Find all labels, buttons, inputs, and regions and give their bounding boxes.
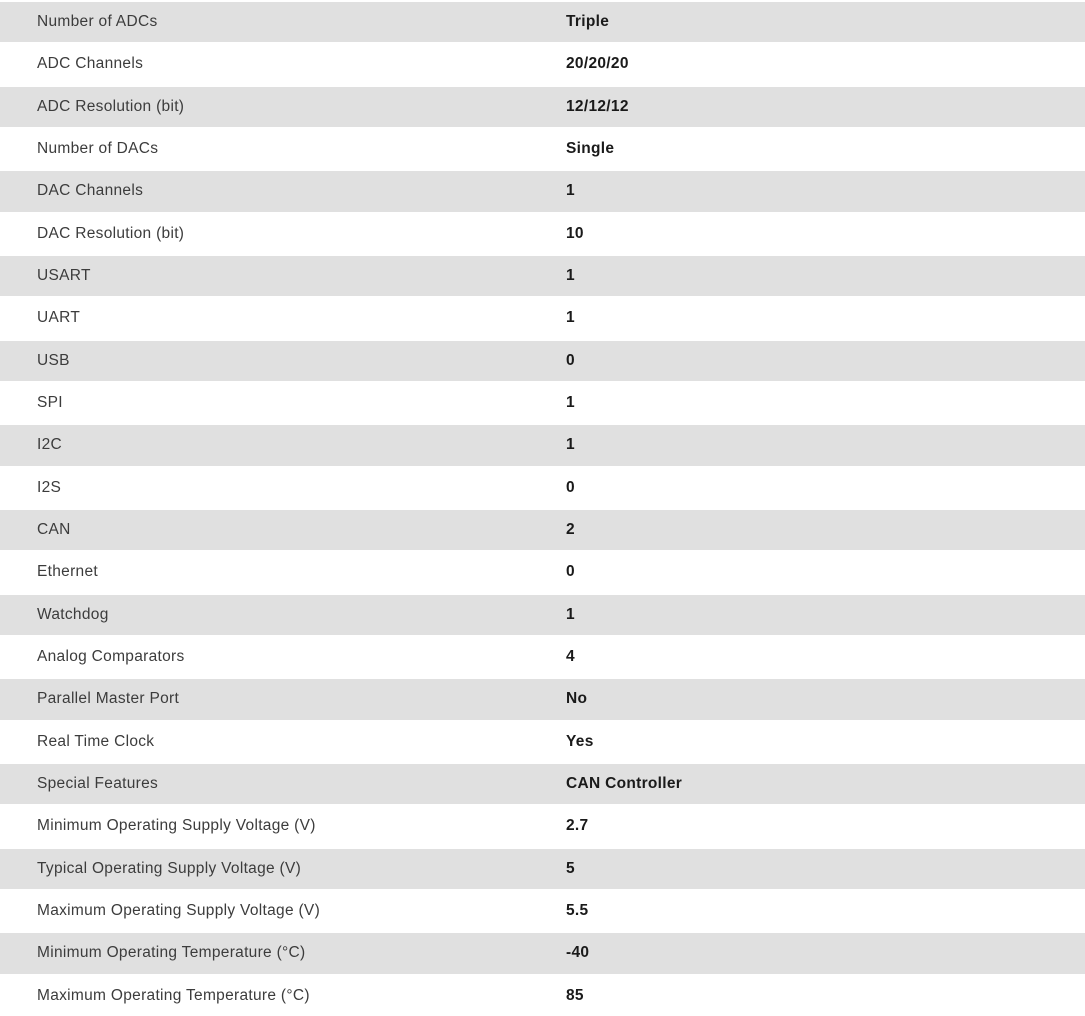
spec-label: Ethernet: [37, 563, 98, 581]
spec-row: [0, 722, 1085, 762]
spec-row: [0, 0, 1085, 44]
spec-label: SPI: [37, 394, 63, 412]
spec-value: 0: [566, 351, 575, 369]
spec-value: 1: [566, 182, 575, 200]
spec-row: [0, 44, 1085, 84]
spec-label: UART: [37, 309, 81, 327]
spec-value: Yes: [566, 732, 594, 750]
spec-label: Maximum Operating Supply Voltage (V): [37, 902, 321, 920]
spec-value: 5.5: [566, 902, 589, 920]
spec-value: 2.7: [566, 817, 589, 835]
spec-row: [0, 254, 1085, 298]
spec-value: 20/20/20: [566, 55, 629, 73]
spec-label: USART: [37, 267, 91, 285]
spec-value: 2: [566, 521, 575, 539]
spec-value: 0: [566, 563, 575, 581]
spec-value: 1: [566, 267, 575, 285]
spec-value: Triple: [566, 13, 610, 31]
spec-label: ADC Channels: [37, 55, 144, 73]
spec-row: [0, 214, 1085, 254]
spec-label: Analog Comparators: [37, 648, 185, 666]
spec-row: [0, 552, 1085, 592]
spec-value: 12/12/12: [566, 97, 629, 115]
spec-value: 85: [566, 986, 584, 1004]
spec-value: 1: [566, 394, 575, 412]
spec-label: Special Features: [37, 775, 159, 793]
spec-label: Number of DACs: [37, 140, 159, 158]
spec-label: CAN: [37, 521, 71, 539]
spec-value: 1: [566, 436, 575, 454]
spec-value: -40: [566, 944, 590, 962]
spec-value: 5: [566, 859, 575, 877]
spec-row: [0, 762, 1085, 806]
spec-value: 4: [566, 648, 575, 666]
spec-row: [0, 85, 1085, 129]
spec-label: Minimum Operating Supply Voltage (V): [37, 817, 316, 835]
spec-row: [0, 298, 1085, 338]
spec-value: Single: [566, 140, 615, 158]
spec-row: [0, 383, 1085, 423]
spec-row: [0, 976, 1085, 1016]
spec-row: [0, 423, 1085, 467]
spec-row: [0, 847, 1085, 891]
spec-label: Minimum Operating Temperature (°C): [37, 944, 306, 962]
spec-label: Watchdog: [37, 605, 109, 623]
spec-row: [0, 931, 1085, 975]
spec-row: [0, 508, 1085, 552]
spec-row: [0, 339, 1085, 383]
spec-label: ADC Resolution (bit): [37, 97, 185, 115]
spec-row: [0, 129, 1085, 169]
spec-row: [0, 169, 1085, 213]
spec-row: [0, 806, 1085, 846]
spec-label: Real Time Clock: [37, 732, 155, 750]
spec-row: [0, 677, 1085, 721]
spec-label: I2C: [37, 436, 63, 454]
spec-value: 1: [566, 605, 575, 623]
spec-value: No: [566, 690, 588, 708]
spec-label: Parallel Master Port: [37, 690, 180, 708]
spec-row: [0, 593, 1085, 637]
spec-label: DAC Resolution (bit): [37, 224, 185, 242]
spec-row: [0, 468, 1085, 508]
spec-value: CAN Controller: [566, 775, 683, 793]
spec-label: Number of ADCs: [37, 13, 158, 31]
spec-label: Typical Operating Supply Voltage (V): [37, 859, 302, 877]
spec-value: 1: [566, 309, 575, 327]
spec-label: DAC Channels: [37, 182, 144, 200]
spec-label: USB: [37, 351, 70, 369]
spec-value: 10: [566, 224, 584, 242]
spec-value: 0: [566, 478, 575, 496]
spec-row: [0, 637, 1085, 677]
spec-row: [0, 891, 1085, 931]
spec-label: Maximum Operating Temperature (°C): [37, 986, 310, 1004]
spec-label: I2S: [37, 478, 62, 496]
